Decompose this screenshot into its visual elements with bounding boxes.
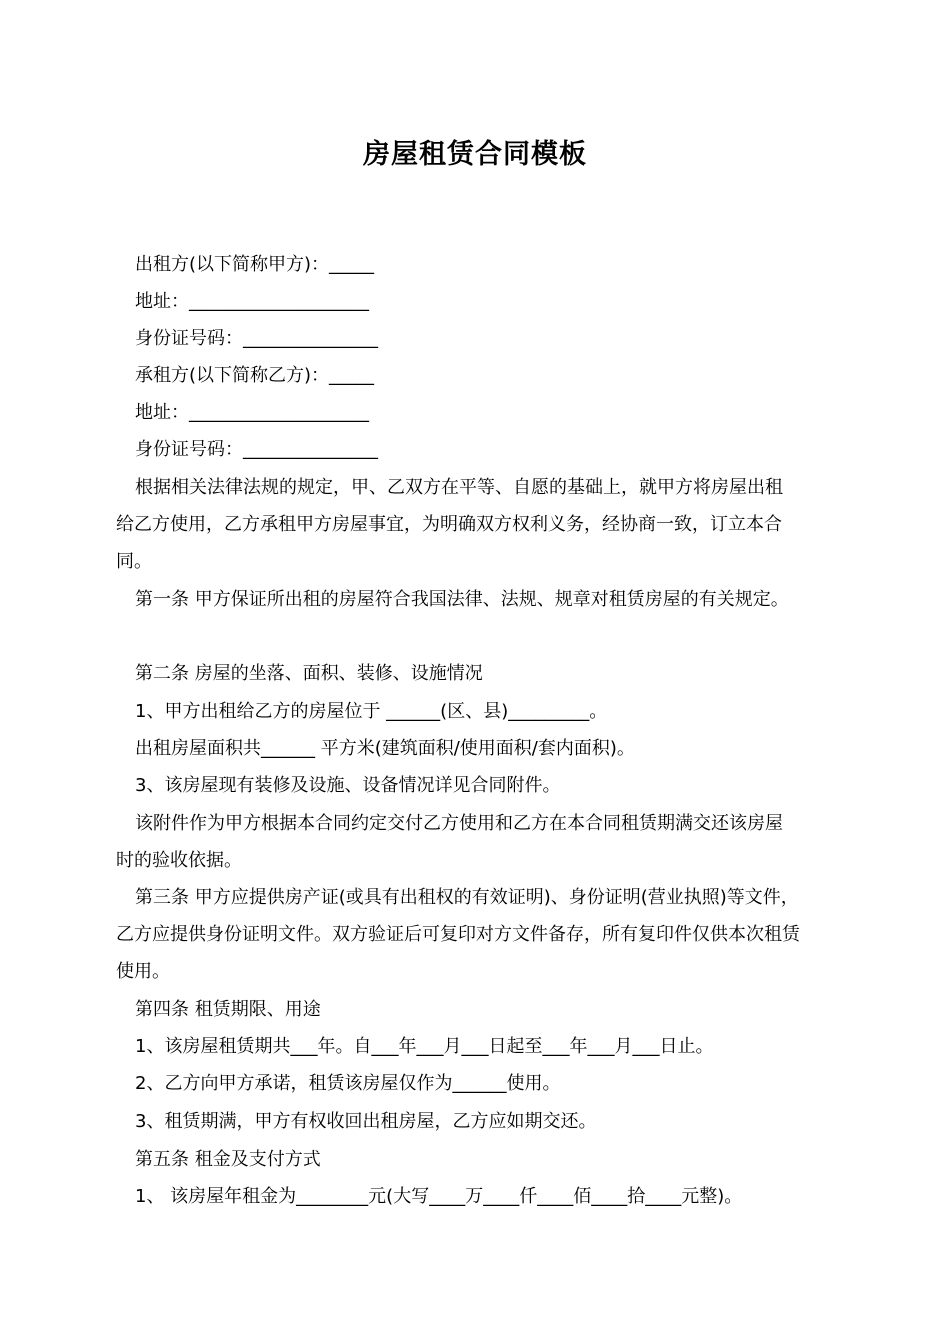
article-2-heading: 第二条 房屋的坐落、面积、装修、设施情况 bbox=[135, 663, 483, 684]
lessor-id-line: 身份证号码：_______________ bbox=[135, 328, 378, 349]
article-4-heading: 第四条 租赁期限、用途 bbox=[135, 999, 321, 1020]
document-title: 房屋租赁合同模板 bbox=[363, 139, 587, 170]
preamble-line-2: 给乙方使用，乙方承租甲方房屋事宜，为明确双方权利义务，经协商一致，订立本合 bbox=[116, 514, 782, 535]
article-4-item-1: 1、该房屋租赁期共___年。自___年___月___日起至___年___月___日止。 bbox=[135, 1036, 714, 1057]
lessor-address-line: 地址：____________________ bbox=[135, 291, 369, 312]
lessee-id-line: 身份证号码：_______________ bbox=[135, 439, 378, 460]
article-2-item-3: 3、该房屋现有装修及设施、设备情况详见合同附件。 bbox=[135, 775, 561, 796]
article-5-heading: 第五条 租金及支付方式 bbox=[135, 1149, 321, 1170]
preamble-line-3: 同。 bbox=[116, 551, 152, 572]
article-4-item-2: 2、乙方向甲方承诺，租赁该房屋仅作为______使用。 bbox=[135, 1073, 561, 1094]
article-3-line-2: 乙方应提供身份证明文件。双方验证后可复印对方文件备存，所有复印件仅供本次租赁 bbox=[116, 924, 800, 945]
preamble-line-1: 根据相关法律法规的规定，甲、乙双方在平等、自愿的基础上，就甲方将房屋出租 bbox=[135, 477, 783, 498]
article-2-note-line-2: 时的验收依据。 bbox=[116, 850, 242, 871]
article-1-line: 第一条 甲方保证所出租的房屋符合我国法律、法规、规章对租赁房屋的有关规定。 bbox=[135, 589, 789, 610]
article-5-item-1: 1、 该房屋年租金为________元(大写____万____仟____佰____拾____元整)。 bbox=[135, 1186, 743, 1207]
article-2-note-line-1: 该附件作为甲方根据本合同约定交付乙方使用和乙方在本合同租赁期满交还该房屋 bbox=[135, 813, 783, 834]
article-2-item-2: 出租房屋面积共______ 平方米(建筑面积/使用面积/套内面积)。 bbox=[135, 738, 635, 759]
lessee-name-line: 承租方(以下简称乙方)：_____ bbox=[135, 365, 375, 386]
article-4-item-3: 3、租赁期满，甲方有权收回出租房屋，乙方应如期交还。 bbox=[135, 1111, 597, 1132]
article-3-line-3: 使用。 bbox=[116, 961, 170, 982]
article-3-line-1: 第三条 甲方应提供房产证(或具有出租权的有效证明)、身份证明(营业执照)等文件， bbox=[135, 887, 799, 908]
lessor-name-line: 出租方(以下简称甲方)：_____ bbox=[135, 254, 375, 275]
article-2-item-1: 1、甲方出租给乙方的房屋位于 ______(区、县)_________。 bbox=[135, 701, 608, 722]
lessee-address-line: 地址：____________________ bbox=[135, 402, 369, 423]
